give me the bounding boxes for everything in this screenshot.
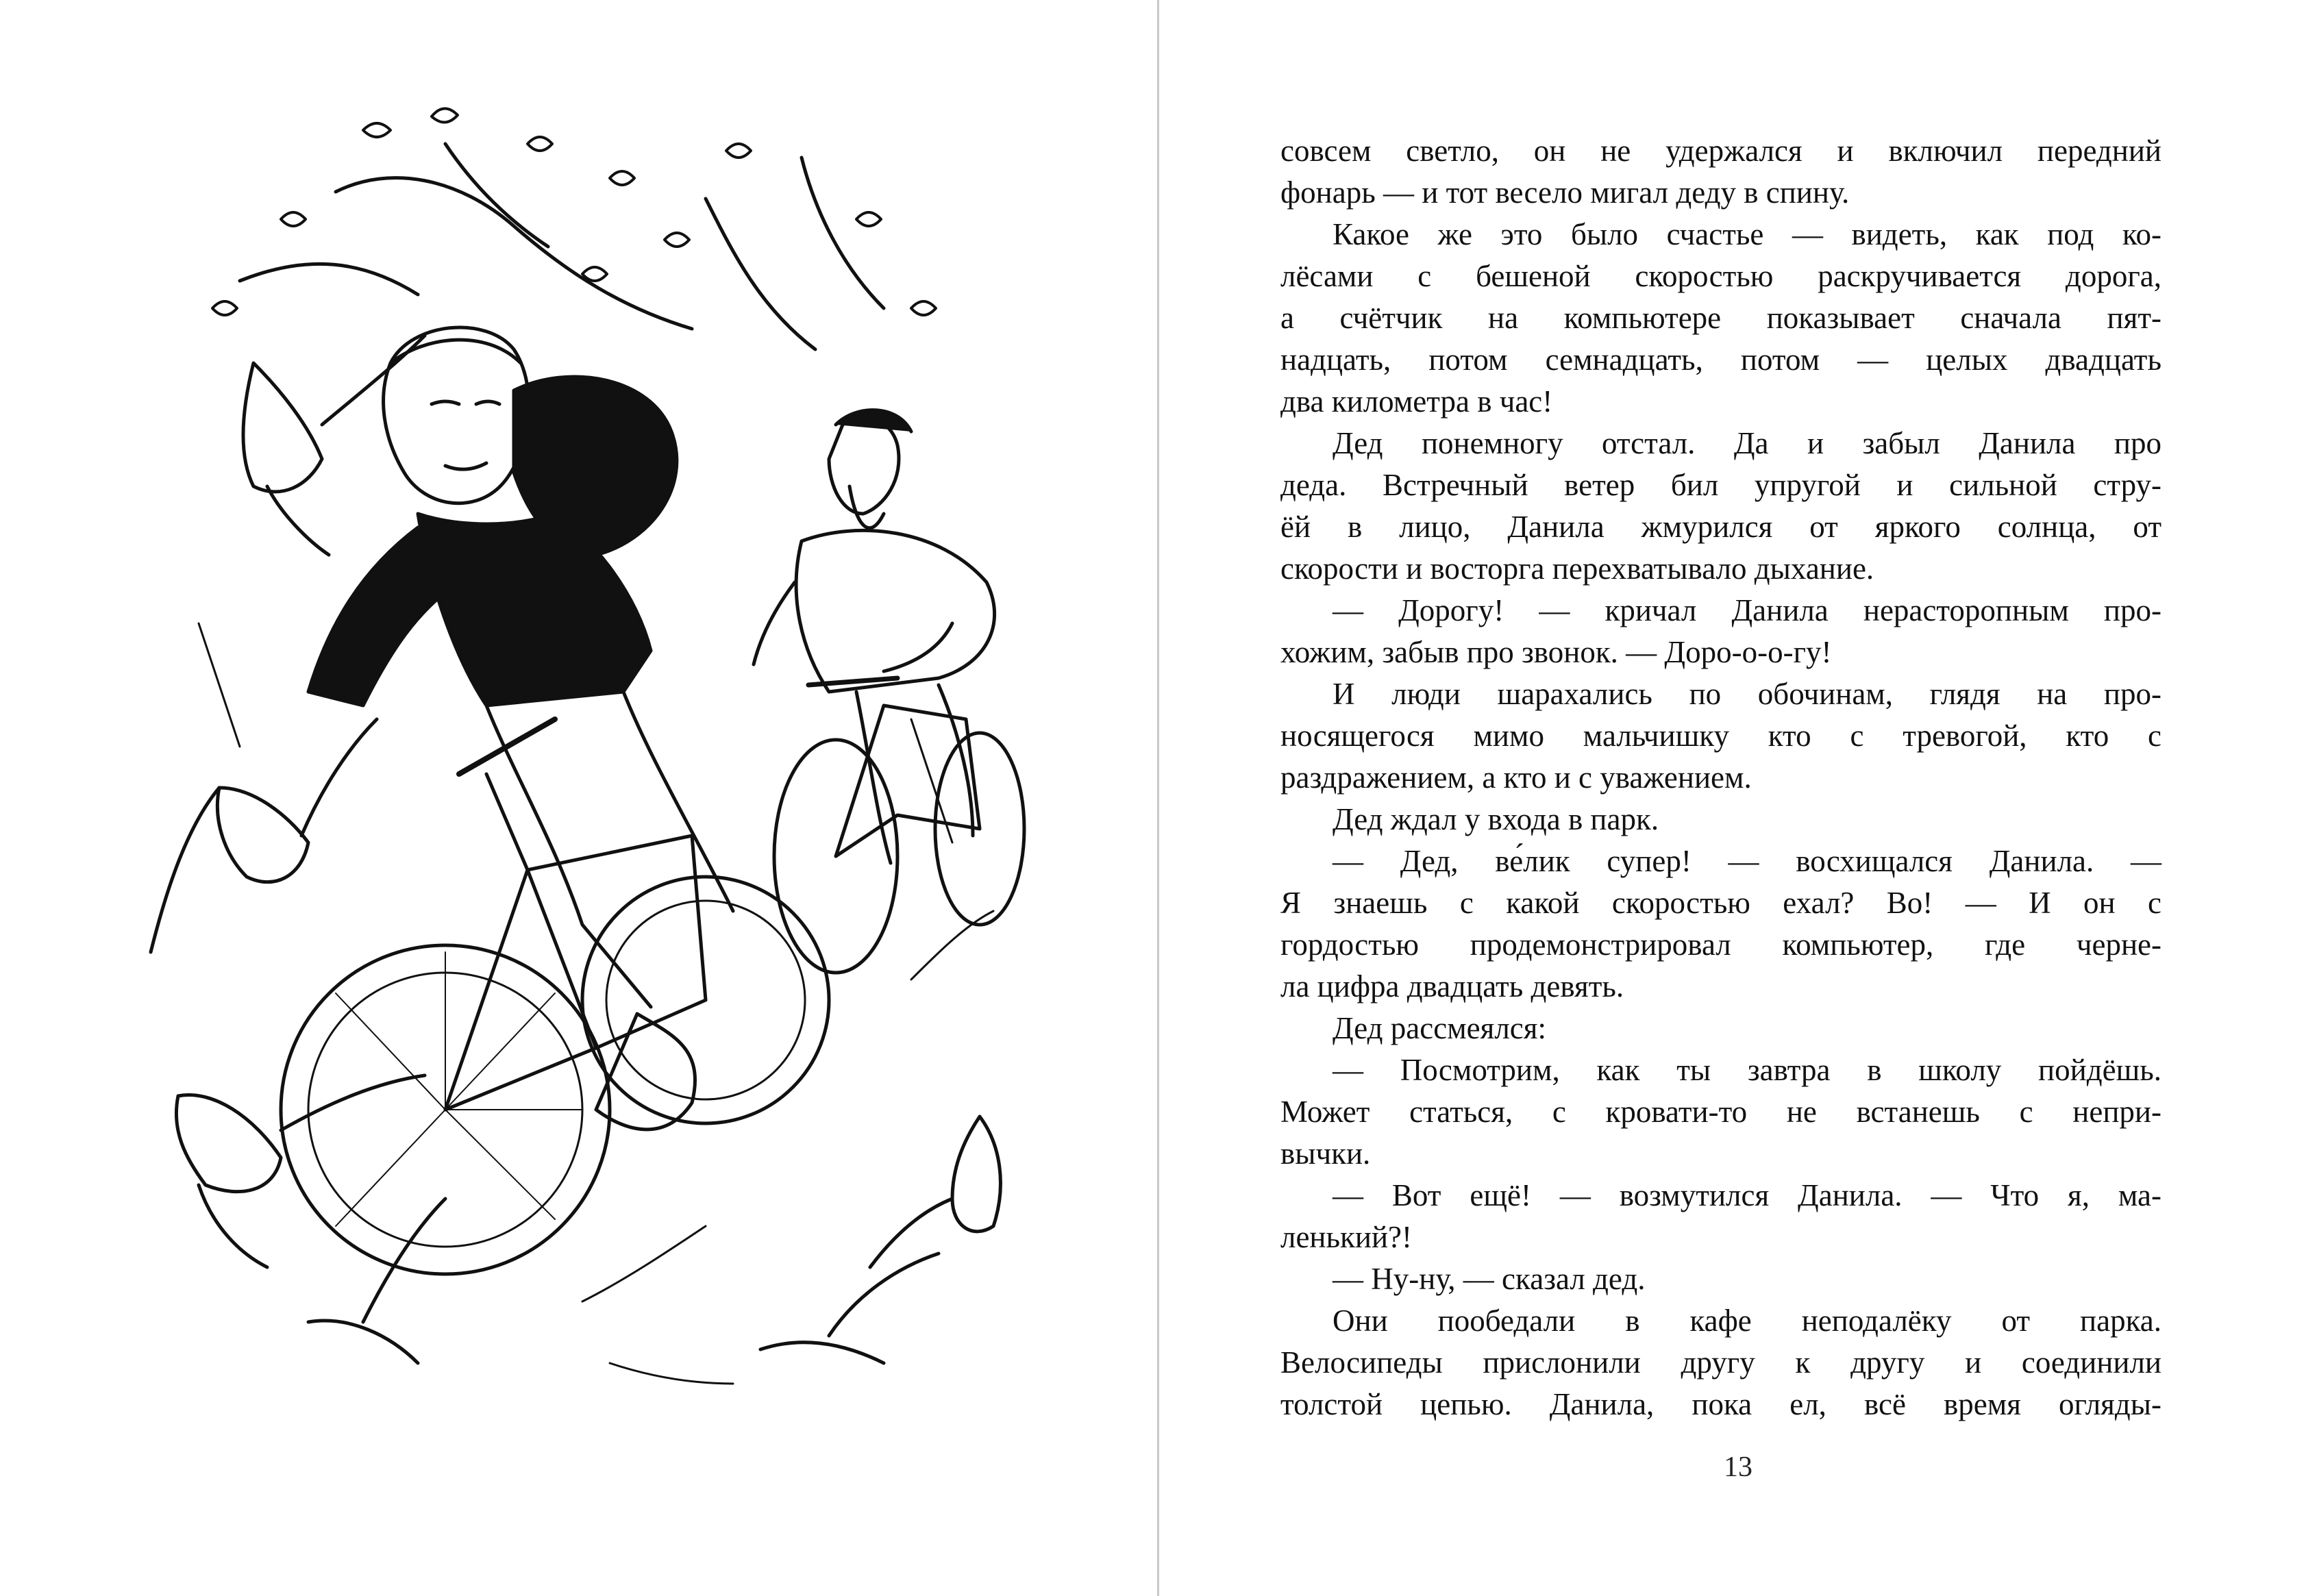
text-line: Какое же это было счастье — видеть, как под ко- <box>1333 217 2161 251</box>
paragraph <box>1280 214 2161 423</box>
text-line: гордостью продемонстрировал компьютер, где черне- <box>1280 927 2161 962</box>
paragraph <box>1280 1300 2161 1425</box>
text-line: Они пообедали в кафе неподалёку от парка. <box>1333 1304 2161 1338</box>
paragraph <box>1280 130 2161 214</box>
text-line: Может статься, с кровати-то не встанешь с непри- <box>1280 1095 2161 1129</box>
paragraph <box>1280 590 2161 673</box>
right-page <box>1159 0 2317 1596</box>
text-line: ёй в лицо, Данила жмурился от яркого солнца, от <box>1280 510 2161 544</box>
left-page <box>0 0 1157 1596</box>
text-line: надцать, потом семнадцать, потом — целых двадцать <box>1280 342 2161 377</box>
text-line: Я знаешь с какой скоростью ехал? Во! — И он с <box>1280 886 2161 920</box>
paragraph <box>1280 1175 2161 1258</box>
text-line: толстой цепью. Данила, пока ел, всё время огляды- <box>1280 1387 2161 1421</box>
page-number: 13 <box>1724 1451 1752 1483</box>
paragraph <box>1280 423 2161 590</box>
text-line: совсем светло, он не удержался и включил передний <box>1280 134 2161 168</box>
text-line: раздражением, а кто и с уважением. <box>1280 760 1752 795</box>
paragraph <box>1280 799 2161 840</box>
text-line: Дед рассмеялся: <box>1333 1011 1546 1045</box>
text-line: два километра в час! <box>1280 384 1553 419</box>
paragraph <box>1280 1008 2161 1049</box>
text-line: — Дед, ве́лик супер! — восхищался Данила. — <box>1333 844 2161 878</box>
paragraph <box>1280 840 2161 1008</box>
text-line: — Ну-ну, — сказал дед. <box>1333 1262 1646 1296</box>
text-line: ленький?! <box>1280 1220 1413 1254</box>
illustration-cyclists <box>103 103 1028 1404</box>
text-line: — Посмотрим, как ты завтра в школу пойдёшь. <box>1333 1053 2161 1087</box>
paragraph <box>1280 1049 2161 1175</box>
text-line: деда. Встречный ветер бил упругой и сильной стру- <box>1280 468 2161 502</box>
story-text <box>1280 130 2161 1425</box>
text-line: — Дорогу! — кричал Данила нерасторопным про- <box>1333 593 2161 627</box>
paragraph <box>1280 673 2161 799</box>
text-line: ла цифра двадцать девять. <box>1280 969 1624 1003</box>
text-line: Велосипеды прислонили другу к другу и соединили <box>1280 1345 2161 1380</box>
text-line: — Вот ещё! — возмутился Данила. — Что я, ма- <box>1333 1178 2161 1212</box>
text-line: Дед понемногу отстал. Да и забыл Данила про <box>1333 426 2161 460</box>
text-line: лёсами с бешеной скоростью раскручивается дорога, <box>1280 259 2161 293</box>
text-line: И люди шарахались по обочинам, глядя на про- <box>1333 677 2161 711</box>
paragraph <box>1280 1258 2161 1300</box>
text-line: носящегося мимо мальчишку кто с тревогой, кто с <box>1280 719 2161 753</box>
text-line: вычки. <box>1280 1136 1371 1171</box>
text-line: Дед ждал у входа в парк. <box>1333 802 1659 836</box>
text-line: хожим, забыв про звонок. — Доро-о-о-гу! <box>1280 635 1832 669</box>
text-line: скорости и восторга перехватывало дыхание. <box>1280 551 1874 586</box>
text-line: а счётчик на компьютере показывает сначала пят- <box>1280 301 2161 335</box>
text-line: фонарь — и тот весело мигал деду в спину. <box>1280 175 1850 210</box>
